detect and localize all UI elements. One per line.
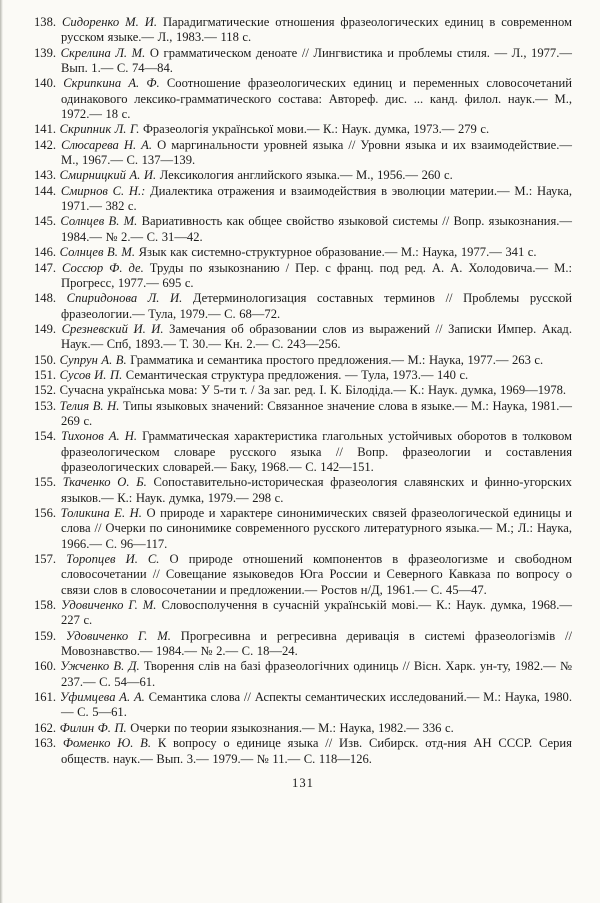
reference-author: Торопцев И. С. — [66, 552, 160, 567]
reference-author: Фоменко Ю. В. — [62, 736, 151, 751]
reference-text: Соотношение фразеологических единиц и переменных словосочетаний одинакового лексико-грамматического состава: Автореф. дис. ... канд. филол. наук.— М., 1972.— 18 с. — [61, 76, 572, 122]
reference-entry — [34, 475, 572, 506]
reference-text: Язык как системно-структурное образование.— М.: Наука, 1977.— 341 с. — [138, 245, 537, 260]
reference-author: Сидоренко М. И. — [62, 15, 157, 29]
reference-entry — [34, 629, 572, 660]
reference-text: Диалектика отражения и взаимодействия в эволюции материи.— М.: Наука, 1971.— 382 с. — [61, 183, 572, 214]
reference-text: Прогресивна и регресивна деривація в системі фразеологізмів // Мовознавство.— 1984.— № 2.— С. 18—24. — [61, 628, 572, 659]
reference-author: Удовиченко Г. М. — [61, 598, 157, 613]
reference-text: Замечания об образовании слов из выражений // Записки Импер. Акад. Наук.— Спб, 1893.— Т. 30.— Кн. 2.— С. 243—256. — [61, 321, 572, 352]
reference-text: Сопоставительно-историческая фразеология славянских и финно-угорских языков.— К.: Наук. думка, 1979.— 298 с. — [61, 475, 572, 505]
reference-text: О маргинальности уровней языка // Уровни языка и их взаимодействие.— М., 1967.— С. 137—139. — [61, 137, 572, 168]
reference-entry — [34, 122, 572, 137]
reference-number: 142. — [34, 137, 57, 152]
reference-text: Фразеологія української мови.— К.: Наук. думка, 1973.— 279 с. — [142, 122, 490, 137]
reference-entry — [34, 76, 572, 122]
reference-author: Уфимцева А. А. — [59, 690, 145, 705]
reference-author: Телия В. Н. — [59, 398, 120, 413]
reference-entry — [34, 598, 572, 629]
reference-author: Ткаченко О. Б. — [62, 475, 147, 490]
reference-text: Семантическая структура предложения. — Тула, 1973.— 140 с. — [125, 367, 469, 382]
reference-author: Соссюр Ф. де. — [62, 260, 144, 275]
reference-entry — [34, 46, 572, 77]
reference-number: 155. — [34, 475, 57, 490]
reference-author: Филин Ф. П. — [59, 720, 127, 735]
reference-number: 160. — [34, 659, 57, 674]
reference-author: Смирницкий А. И. — [59, 168, 157, 183]
reference-author: Супрун А. В. — [59, 352, 127, 367]
reference-number: 150. — [34, 352, 57, 367]
reference-text: О грамматическом деноате // Лингвистика и проблемы стиля. — Л., 1977.— Вып. 1.— С. 74—84. — [61, 45, 572, 76]
reference-text: О природе отношений компонентов в фразеологизме и свободном словосочетании // Совещание языковедов Юга России и Северного Кавказа по вопросу о связи слов в словосочетании и предложении.— Ростов н/Д, 1961.— С. 45—47. — [61, 552, 572, 597]
reference-entry — [34, 353, 572, 368]
reference-text: Грамматика и семантика простого предложения.— М.: Наука, 1977.— 263 с. — [130, 352, 544, 367]
reference-number: 151. — [34, 367, 57, 382]
reference-number: 148. — [34, 291, 57, 306]
reference-number: 141. — [34, 122, 57, 137]
reference-text: Сучасна українська мова: У 5-ти т. / За заг. ред. І. К. Білодіда.— К.: Наук. думка, 1969—1978. — [59, 383, 567, 398]
reference-text: Типы языковых значений: Связанное значение слова в языке.— М.: Наука, 1981.— 269 с. — [61, 398, 572, 428]
reference-number: 154. — [34, 429, 57, 444]
reference-entry — [34, 15, 572, 46]
reference-author: Ужченко В. Д. — [60, 659, 140, 674]
reference-number: 146. — [34, 245, 57, 260]
reference-author: Скрелина Л. М. — [60, 45, 146, 60]
reference-text: Грамматическая характеристика глагольных устойчивых оборотов в толковом фразеологическом словаре русского языка // Вопр. фразеологии и составления фразеологических словарей.— Баку, 1968.— С. 142—151. — [61, 429, 572, 474]
reference-author: Толикина Е. Н. — [60, 506, 142, 520]
reference-text: К вопросу о единице языка // Изв. Сибирск. отд-ния АН СССР. Серия обществ. наук.— Вып. 3.— 1979.— № 11.— С. 118—126. — [61, 736, 572, 766]
reference-entry — [34, 322, 572, 353]
reference-entry — [34, 368, 572, 383]
reference-entry — [34, 291, 572, 322]
reference-author: Скрипкина А. Ф. — [63, 76, 160, 91]
references-list — [34, 15, 572, 767]
reference-number: 156. — [34, 506, 57, 520]
reference-entry — [34, 659, 572, 690]
reference-number: 153. — [34, 398, 57, 413]
reference-author: Срезневский И. И. — [61, 321, 164, 336]
reference-entry — [34, 138, 572, 169]
reference-text: Детерминологизация составных терминов // Проблемы русской фразеологии.— Тула, 1979.— С. 68—72. — [61, 291, 572, 321]
reference-text: Очерки по теории языкознания.— М.: Наука, 1982.— 336 с. — [130, 720, 454, 735]
reference-entry — [34, 429, 572, 475]
reference-number: 162. — [34, 720, 57, 735]
reference-number: 163. — [34, 736, 57, 751]
reference-number: 152. — [34, 383, 57, 398]
reference-author: Скрипник Л. Г. — [59, 122, 140, 137]
reference-text: Лексикология английского языка.— М., 1956.— 260 с. — [159, 168, 453, 183]
scan-edge-artifact — [0, 0, 3, 903]
reference-entry — [34, 399, 572, 430]
reference-entry — [34, 690, 572, 721]
reference-text: Вариативность как общее свойство языковой системы // Вопр. языкознания.— 1984.— № 2.— С. 31—42. — [61, 214, 572, 244]
reference-number: 149. — [34, 321, 57, 336]
reference-author: Слюсарева Н. А. — [61, 137, 153, 152]
reference-entry — [34, 261, 572, 292]
reference-text: О природе и характере синонимических связей фразеологической единицы и слова // Очерки по синонимике современного русского литературного языка.— М.; Л.: Наука, 1966.— С. 96—117. — [61, 506, 572, 551]
reference-entry — [34, 245, 572, 260]
page-number: 131 — [292, 775, 314, 790]
reference-number: 143. — [34, 168, 57, 183]
reference-author: Смирнов С. Н.: — [60, 183, 146, 198]
reference-text: Семантика слова // Аспекты семантических исследований.— М.: Наука, 1980.— С. 5—61. — [61, 690, 572, 720]
reference-text: Парадигматические отношения фразеологических единиц в современном русском языке.— Л., 1983.— 118 с. — [61, 15, 572, 45]
reference-entry — [34, 721, 572, 736]
reference-text: Творення слів на базі фразеологічних одиниць // Вісн. Харк. ун-ту, 1982.— № 237.— С. 54—61. — [61, 659, 572, 689]
reference-entry — [34, 506, 572, 552]
reference-entry — [34, 214, 572, 245]
reference-number: 138. — [34, 15, 57, 29]
reference-number: 140. — [34, 76, 57, 91]
reference-entry — [34, 184, 572, 215]
reference-number: 159. — [34, 628, 57, 643]
reference-number: 161. — [34, 690, 57, 705]
reference-entry — [34, 736, 572, 767]
reference-number: 139. — [34, 45, 57, 60]
reference-text: Труды по языкознанию / Пер. с франц. под ред. А. А. Холодовича.— М.: Прогресс, 1977.— 695 с. — [61, 260, 572, 290]
reference-entry — [34, 383, 572, 398]
reference-author: Удовиченко Г. М. — [65, 628, 171, 643]
reference-entry — [34, 552, 572, 598]
reference-author: Тихонов А. Н. — [61, 429, 138, 444]
reference-entry — [34, 168, 572, 183]
reference-number: 158. — [34, 598, 57, 613]
reference-number: 145. — [34, 214, 57, 229]
reference-author: Солнцев В. М. — [60, 214, 138, 229]
reference-number: 157. — [34, 552, 57, 567]
reference-number: 147. — [34, 260, 57, 275]
reference-author: Сусов И. П. — [59, 367, 123, 382]
reference-author: Солнцев В. М. — [59, 245, 136, 260]
reference-author: Спиридонова Л. И. — [66, 291, 183, 306]
reference-text: Словосполучення в сучасній українській мові.— К.: Наук. думка, 1968.— 227 с. — [61, 598, 572, 628]
reference-number: 144. — [34, 183, 57, 198]
